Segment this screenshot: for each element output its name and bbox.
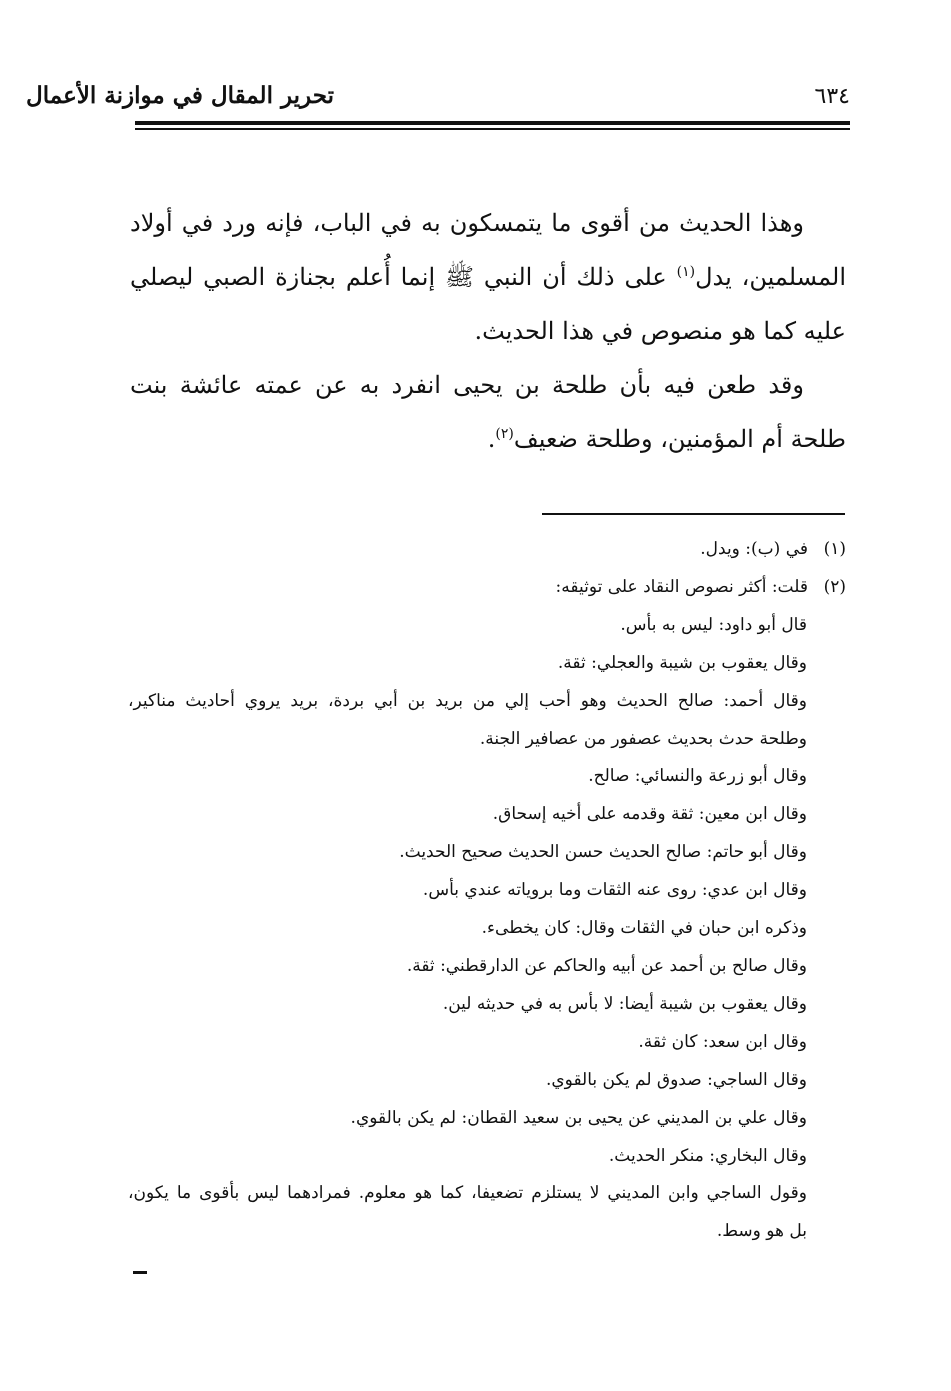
footnote-line: وقال يعقوب بن شيبة أيضا: لا بأس به في حديثه لين. (442, 993, 807, 1014)
footnote-1-text: في (ب): ويدل. (700, 539, 808, 559)
footnote-line: وقال أبو زرعة والنسائي: صالح. (588, 766, 807, 787)
footnote-1 (128, 531, 846, 569)
main-text (130, 196, 846, 466)
footnote-line: وقال الساجي: صدوق لم يكن بالقوي. (545, 1069, 807, 1090)
paragraph-2-part-b: . (487, 425, 496, 453)
footnote-line: وذكره ابن حبان في الثقات وقال: كان يخطىء. (481, 918, 807, 939)
footnote-line: وقال علي بن المديني عن يحيى بن سعيد القطان: لم يكن بالقوي. (350, 1107, 807, 1128)
footnote-ref-2: (٢) (495, 426, 514, 442)
footnote-line: وطلحة حدث بحديث عصفور من عصافير الجنة. (479, 728, 807, 749)
footnote-line: وقال البخاري: منكر الحديث. (608, 1145, 807, 1166)
running-title: تحرير المقال في موازنة الأعمال (26, 82, 334, 109)
footnote-line: وقول الساجي وابن المديني لا يستلزم تضعيفا، كما هو معلوم. فمرادهما ليس بأقوى ما يكون، (128, 1183, 807, 1204)
footnote-2 (128, 569, 846, 607)
page-number: ٦٣٤ (814, 84, 850, 109)
footnote-line: وقال ابن سعد: كان ثقة. (638, 1031, 807, 1052)
footnote-line: وقال يعقوب بن شيبة والعجلي: ثقة. (557, 652, 807, 673)
paragraph-1-part-a: وهذا الحديث من أقوى ما يتمسكون به في الباب، فإنه ورد في أولاد المسلمين، يدل (130, 209, 847, 291)
footnote-line: قال أبو داود: ليس به بأس. (620, 614, 807, 635)
footnote-2-number: (٢) (823, 576, 846, 597)
footnotes (128, 531, 846, 1251)
paragraph-2 (130, 358, 846, 466)
footnote-ref-1: (١) (676, 264, 696, 280)
continuation-dash (133, 1271, 147, 1274)
footnote-separator (542, 513, 845, 515)
paragraph-2-part-a: وقد طعن فيه بأن طلحة بن يحيى انفرد به عن عمته عائشة بنت طلحة أم المؤمنين، وطلحة ضعيف (130, 371, 846, 453)
footnote-2-text: قلت: أكثر نصوص النقاد على توثيقه: (555, 576, 808, 597)
paragraph-1-part-b: على ذلك أن النبي ﷺ إنما أُعلم بجنازة الصبي ليصلي عليه كما هو منصوص في هذا الحديث. (130, 263, 846, 345)
header-rule-thick (135, 121, 850, 125)
footnote-line: وقال صالح بن أحمد عن أبيه والحاكم عن الدارقطني: ثقة. (406, 955, 807, 976)
footnote-line: وقال ابن عدي: روى عنه الثقات وما بروياته عندي بأس. (422, 880, 807, 901)
footnote-line: وقال أحمد: صالح الحديث وهو أحب إلي من بريد بن أبي بردة، بريد يروي أحاديث مناكير، (128, 690, 807, 711)
footnote-line: وقال أبو حاتم: صالح الحديث حسن الحديث صحيح الحديث. (399, 842, 807, 863)
page-header (26, 78, 850, 122)
footnote-line: وقال ابن معين: ثقة وقدمه على أخيه إسحاق. (492, 804, 807, 825)
header-rule-thin (135, 128, 850, 130)
footnote-line: بل هو وسط. (716, 1221, 807, 1242)
paragraph-1 (130, 196, 846, 358)
footnote-1-number: (١) (823, 539, 846, 559)
